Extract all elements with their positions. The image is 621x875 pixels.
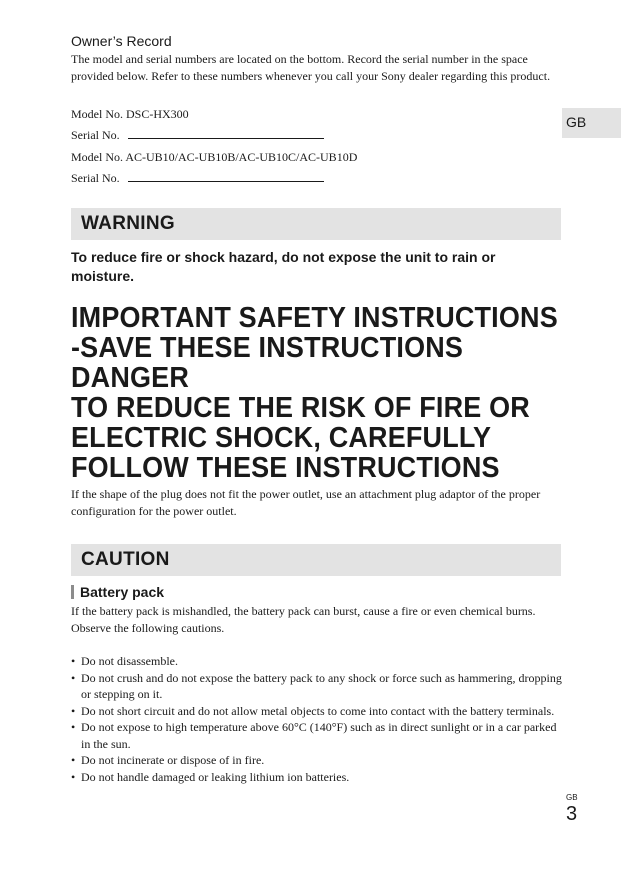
safety-heading-line: -SAVE THESE INSTRUCTIONS bbox=[71, 332, 464, 364]
serial-blank-line bbox=[128, 128, 324, 139]
bullet-icon: • bbox=[71, 670, 76, 685]
safety-heading-line: TO REDUCE THE RISK OF FIRE OR bbox=[71, 392, 530, 424]
list-item bbox=[71, 769, 563, 786]
battery-cautions-list bbox=[71, 653, 563, 785]
safety-heading-line: ELECTRIC SHOCK, CAREFULLY bbox=[71, 422, 492, 454]
caution-title: CAUTION bbox=[81, 549, 170, 570]
safety-heading-line: DANGER bbox=[71, 362, 189, 394]
safety-instructions-heading bbox=[71, 303, 573, 483]
bullet-icon: • bbox=[71, 720, 76, 734]
serial-number-line-2 bbox=[71, 171, 324, 186]
model-number-adaptor: Model No. AC-UB10/AC-UB10B/AC-UB10C/AC-UB10D bbox=[71, 150, 358, 164]
safety-heading-line: FOLLOW THESE INSTRUCTIONS bbox=[71, 452, 500, 484]
serial-label: Serial No. bbox=[71, 171, 120, 185]
safety-heading-line: IMPORTANT SAFETY INSTRUCTIONS bbox=[71, 302, 558, 334]
model-number-camera: Model No. DSC-HX300 bbox=[71, 107, 189, 121]
language-tab-label: GB bbox=[566, 114, 587, 130]
plug-adaptor-text: If the shape of the plug does not fit the power outlet, use an attachment plug adaptor of the proper configuration for the power outlet. bbox=[71, 487, 541, 518]
list-item bbox=[71, 653, 563, 670]
serial-blank-line bbox=[128, 171, 324, 182]
list-item bbox=[71, 703, 563, 720]
section-marker-bar bbox=[71, 585, 74, 599]
serial-number-line-1 bbox=[71, 128, 324, 143]
bullet-icon: • bbox=[71, 654, 76, 668]
list-item bbox=[71, 752, 563, 769]
page-number: 3 bbox=[566, 803, 578, 825]
list-item bbox=[71, 670, 563, 703]
list-item-text: Do not incinerate or dispose of in fire. bbox=[81, 753, 265, 767]
bullet-icon: • bbox=[71, 769, 76, 784]
battery-pack-title: Battery pack bbox=[80, 584, 165, 600]
owners-record-title: Owner’s Record bbox=[71, 33, 172, 49]
list-item-text: Do not handle damaged or leaking lithium ion batteries. bbox=[81, 769, 350, 784]
serial-label: Serial No. bbox=[71, 128, 120, 142]
bullet-icon: • bbox=[71, 753, 76, 767]
page-language-code: GB bbox=[566, 793, 578, 802]
bullet-icon: • bbox=[71, 703, 76, 718]
list-item-text: Do not crush and do not expose the battery pack to any shock or force such as hammering, dropping or stepping on it. bbox=[81, 670, 562, 701]
warning-text: To reduce fire or shock hazard, do not expose the unit to rain or moisture. bbox=[71, 249, 496, 284]
list-item-text: Do not short circuit and do not allow metal objects to come into contact with the battery terminals. bbox=[81, 703, 555, 718]
list-item-text: Do not disassemble. bbox=[81, 654, 178, 668]
list-item bbox=[71, 719, 563, 752]
owners-record-body: The model and serial numbers are located on the bottom. Record the serial number in the space provided below. Refer to these numbers whenever you call your Sony dealer regarding this product. bbox=[71, 52, 551, 83]
list-item-text: Do not expose to high temperature above 60°C (140°F) such as in direct sunlight or in a car parked in the sun. bbox=[81, 720, 557, 751]
battery-pack-intro: If the battery pack is mishandled, the battery pack can burst, cause a fire or even chemical burns. Observe the following cautions. bbox=[71, 604, 536, 635]
warning-title: WARNING bbox=[81, 213, 175, 234]
